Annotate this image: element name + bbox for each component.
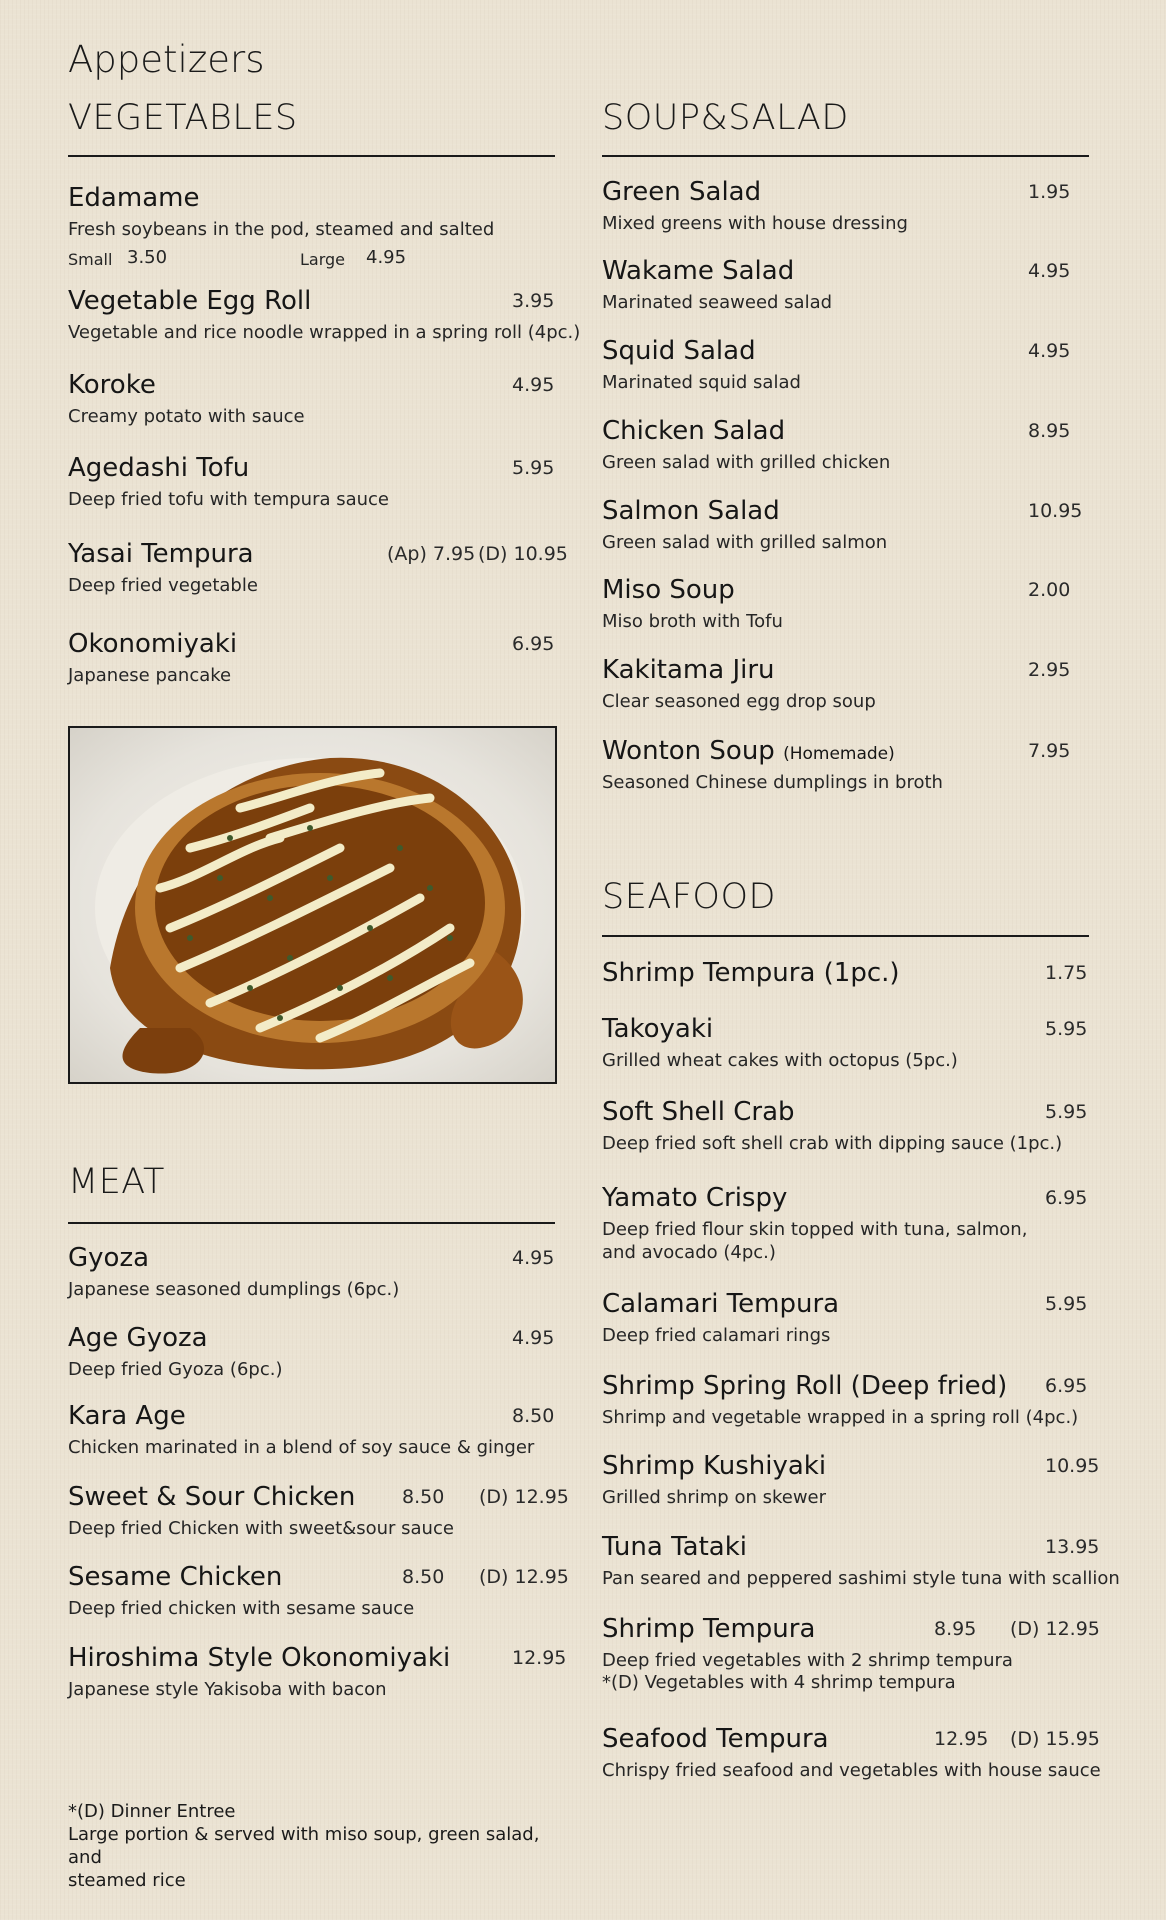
item-price: 1.95 bbox=[1028, 181, 1071, 203]
item-name: Tuna Tataki bbox=[602, 1532, 748, 1562]
okonomiyaki-photo bbox=[68, 726, 557, 1084]
item-desc: Green salad with grilled chicken bbox=[602, 452, 891, 473]
item-desc: Deep fried Chicken with sweet&sour sauce bbox=[68, 1518, 454, 1539]
item-price: 8.50 bbox=[512, 1405, 555, 1427]
item-price: 6.95 bbox=[1045, 1187, 1088, 1209]
item-price: 8.95 bbox=[1028, 420, 1071, 442]
item-name: Hiroshima Style Okonomiyaki bbox=[68, 1643, 451, 1673]
item-price-dinner: (D) 15.95 bbox=[1010, 1728, 1100, 1750]
divider bbox=[68, 1222, 555, 1224]
item-name: Vegetable Egg Roll bbox=[68, 286, 312, 316]
item-name: Takoyaki bbox=[602, 1014, 714, 1044]
item-price: 8.95 bbox=[934, 1618, 977, 1640]
item-desc: Seasoned Chinese dumplings in broth bbox=[602, 772, 943, 793]
item-price: 6.95 bbox=[512, 633, 555, 655]
item-price-dinner: (D) 10.95 bbox=[478, 543, 568, 565]
item-price-appetizer: (Ap) 7.95 bbox=[387, 543, 476, 565]
item-name: Shrimp Tempura bbox=[602, 1614, 816, 1644]
item-price: 5.95 bbox=[1045, 1293, 1088, 1315]
item-name: Chicken Salad bbox=[602, 416, 786, 446]
item-name: Wakame Salad bbox=[602, 256, 795, 286]
section-heading-soup-salad: SOUP&SALAD bbox=[602, 98, 849, 138]
item-desc: Shrimp and vegetable wrapped in a spring roll (4pc.) bbox=[602, 1407, 1079, 1428]
item-name bbox=[602, 736, 895, 766]
item-price: 1.75 bbox=[1045, 962, 1088, 984]
item-desc: Grilled shrimp on skewer bbox=[602, 1487, 827, 1508]
item-desc-line2: and avocado (4pc.) bbox=[602, 1242, 776, 1263]
item-desc: Clear seasoned egg drop soup bbox=[602, 691, 876, 712]
item-name: Green Salad bbox=[602, 177, 762, 207]
item-desc: Fresh soybeans in the pod, steamed and salted bbox=[68, 219, 495, 240]
item-price: 2.95 bbox=[1028, 659, 1071, 681]
item-name: Shrimp Tempura (1pc.) bbox=[602, 958, 900, 988]
item-name: Agedashi Tofu bbox=[68, 453, 250, 483]
section-heading-meat: MEAT bbox=[68, 1162, 165, 1202]
item-price: 4.95 bbox=[512, 374, 555, 396]
size-label-small: Small bbox=[68, 250, 113, 269]
divider bbox=[602, 935, 1089, 937]
item-price: 13.95 bbox=[1045, 1536, 1100, 1558]
item-price: 5.95 bbox=[1045, 1018, 1088, 1040]
price-small: 3.50 bbox=[127, 247, 168, 268]
item-price: 5.95 bbox=[512, 457, 555, 479]
footnote-line: steamed rice bbox=[68, 1870, 186, 1891]
item-price: 12.95 bbox=[512, 1647, 567, 1669]
item-desc: Creamy potato with sauce bbox=[68, 406, 305, 427]
item-note: (Homemade) bbox=[783, 744, 895, 764]
item-price: 8.50 bbox=[402, 1566, 445, 1588]
item-price: 4.95 bbox=[1028, 340, 1071, 362]
item-desc: Japanese pancake bbox=[68, 665, 232, 686]
item-price-dinner: (D) 12.95 bbox=[479, 1486, 569, 1508]
item-name: Shrimp Kushiyaki bbox=[602, 1451, 827, 1481]
item-name: Kakitama Jiru bbox=[602, 655, 775, 685]
item-price: 4.95 bbox=[512, 1327, 555, 1349]
item-desc: Deep fried tofu with tempura sauce bbox=[68, 489, 390, 510]
item-name: Gyoza bbox=[68, 1243, 150, 1273]
item-price: 3.95 bbox=[512, 290, 555, 312]
item-name-text: Wonton Soup bbox=[602, 736, 775, 766]
item-desc: Deep fried chicken with sesame sauce bbox=[68, 1598, 415, 1619]
okonomiyaki-photo-icon bbox=[70, 728, 555, 1082]
item-desc: Japanese style Yakisoba with bacon bbox=[68, 1679, 387, 1700]
item-name: Salmon Salad bbox=[602, 496, 780, 526]
section-heading-vegetables: VEGETABLES bbox=[68, 98, 298, 138]
item-price-dinner: (D) 12.95 bbox=[1010, 1618, 1100, 1640]
item-desc: Grilled wheat cakes with octopus (5pc.) bbox=[602, 1050, 958, 1071]
item-desc: Chrispy fried seafood and vegetables with house sauce bbox=[602, 1760, 1101, 1781]
footnote-line: Large portion & served with miso soup, green salad, and bbox=[68, 1824, 540, 1868]
item-name: Age Gyoza bbox=[68, 1323, 208, 1353]
divider bbox=[68, 155, 555, 157]
item-name: Soft Shell Crab bbox=[602, 1097, 795, 1127]
item-desc: Vegetable and rice noodle wrapped in a spring roll (4pc.) bbox=[68, 322, 581, 343]
footnote-line: *(D) Dinner Entree bbox=[68, 1801, 236, 1822]
item-price: 5.95 bbox=[1045, 1101, 1088, 1123]
section-heading-seafood: SEAFOOD bbox=[602, 877, 776, 917]
item-desc: Deep fried Gyoza (6pc.) bbox=[68, 1359, 283, 1380]
item-desc: Green salad with grilled salmon bbox=[602, 532, 888, 553]
item-name: Calamari Tempura bbox=[602, 1289, 840, 1319]
item-desc: Marinated seaweed salad bbox=[602, 292, 833, 313]
item-desc: Deep fried flour skin topped with tuna, salmon, bbox=[602, 1219, 1028, 1240]
item-desc: Pan seared and peppered sashimi style tuna with scallion bbox=[602, 1568, 1120, 1589]
price-large: 4.95 bbox=[366, 247, 407, 268]
item-desc: Marinated squid salad bbox=[602, 372, 801, 393]
item-name: Yasai Tempura bbox=[68, 539, 254, 569]
item-name: Koroke bbox=[68, 370, 156, 400]
item-desc: Deep fried calamari rings bbox=[602, 1325, 831, 1346]
item-desc-line2: *(D) Vegetables with 4 shrimp tempura bbox=[602, 1672, 956, 1693]
divider bbox=[602, 155, 1089, 157]
item-price: 10.95 bbox=[1028, 500, 1083, 522]
item-price: 7.95 bbox=[1028, 740, 1071, 762]
item-desc: Miso broth with Tofu bbox=[602, 611, 783, 632]
item-name: Sweet & Sour Chicken bbox=[68, 1482, 356, 1512]
item-price: 2.00 bbox=[1028, 579, 1071, 601]
item-name: Shrimp Spring Roll (Deep fried) bbox=[602, 1371, 1008, 1401]
page-title: Appetizers bbox=[68, 38, 265, 81]
item-desc: Chicken marinated in a blend of soy sauce & ginger bbox=[68, 1437, 535, 1458]
item-name: Yamato Crispy bbox=[602, 1183, 788, 1213]
item-price: 4.95 bbox=[512, 1247, 555, 1269]
item-desc: Deep fried vegetable bbox=[68, 575, 258, 596]
item-name: Edamame bbox=[68, 183, 200, 213]
size-label-large: Large bbox=[300, 250, 346, 269]
item-price: 8.50 bbox=[402, 1486, 445, 1508]
item-name: Kara Age bbox=[68, 1401, 186, 1431]
item-name: Seafood Tempura bbox=[602, 1724, 829, 1754]
item-price: 10.95 bbox=[1045, 1455, 1100, 1477]
item-name: Okonomiyaki bbox=[68, 629, 238, 659]
item-price: 4.95 bbox=[1028, 260, 1071, 282]
item-desc: Deep fried vegetables with 2 shrimp tempura bbox=[602, 1650, 1013, 1671]
item-price-dinner: (D) 12.95 bbox=[479, 1566, 569, 1588]
item-desc: Mixed greens with house dressing bbox=[602, 213, 908, 234]
item-desc: Japanese seasoned dumplings (6pc.) bbox=[68, 1279, 400, 1300]
item-name: Sesame Chicken bbox=[68, 1562, 283, 1592]
item-price: 12.95 bbox=[934, 1728, 989, 1750]
item-price: 6.95 bbox=[1045, 1375, 1088, 1397]
item-name: Squid Salad bbox=[602, 336, 756, 366]
footnote bbox=[68, 1800, 568, 1892]
item-desc: Deep fried soft shell crab with dipping sauce (1pc.) bbox=[602, 1133, 1063, 1154]
item-name: Miso Soup bbox=[602, 575, 735, 605]
